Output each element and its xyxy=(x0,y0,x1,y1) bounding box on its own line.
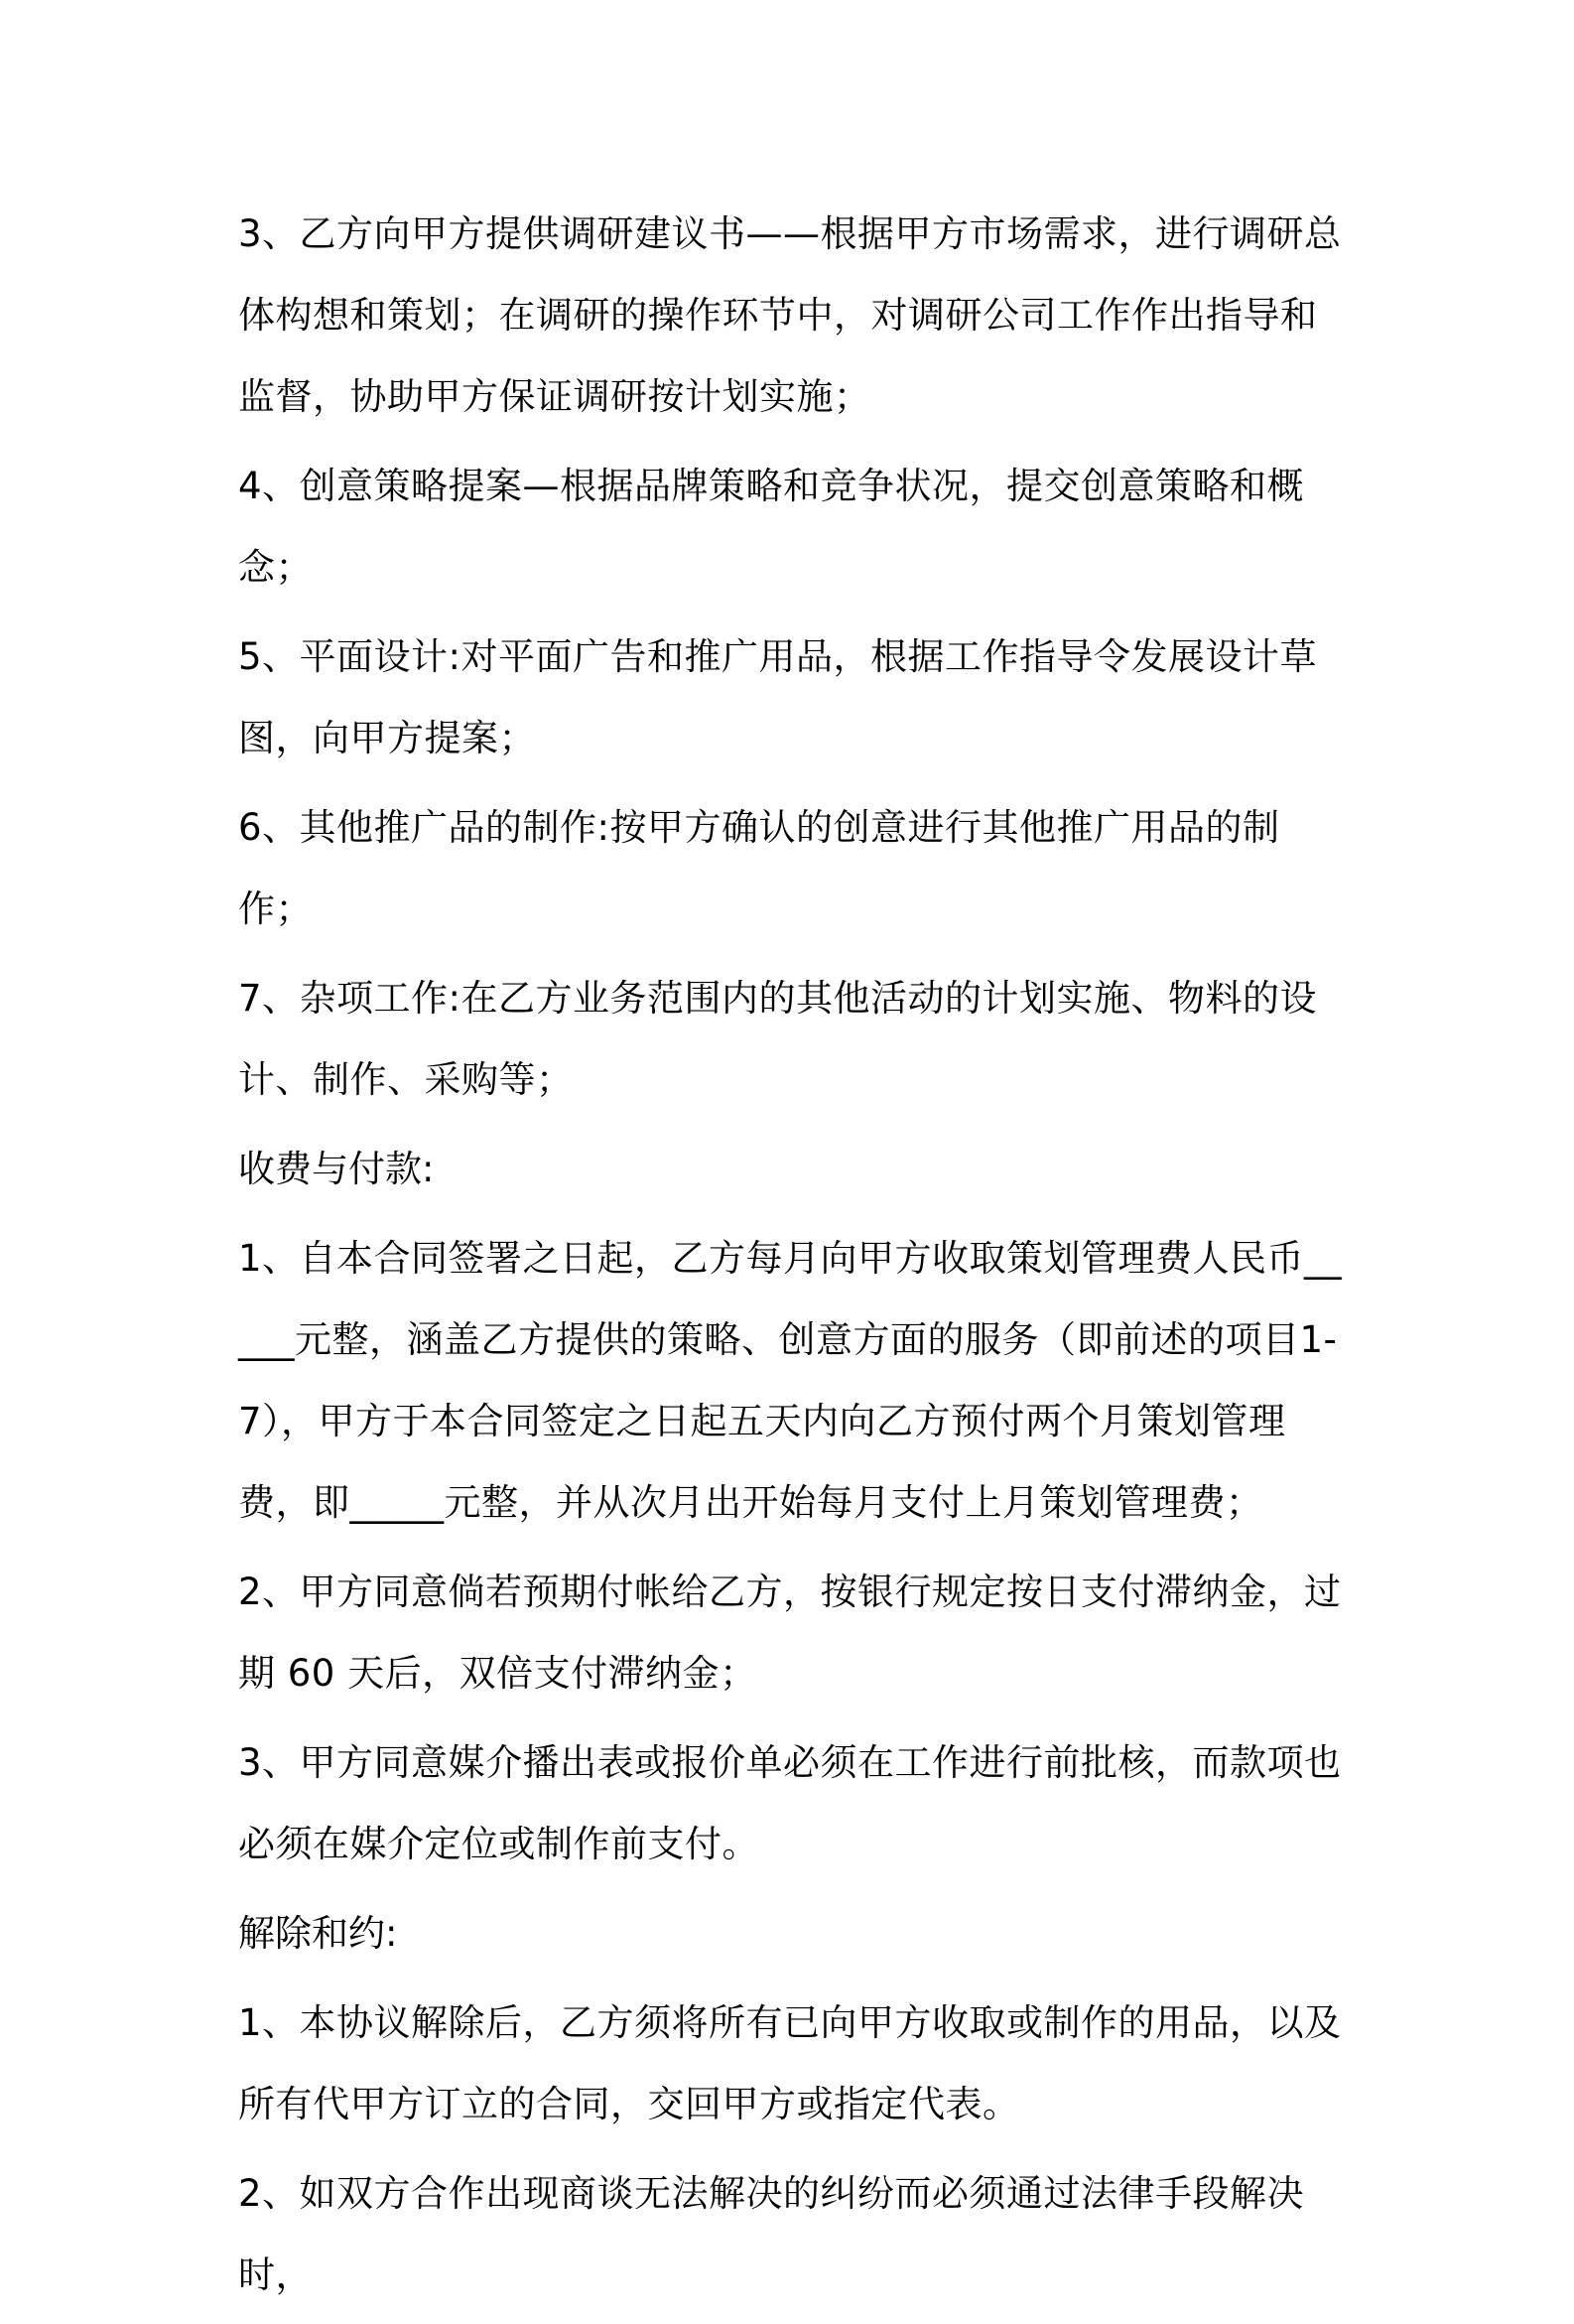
termination-heading: 解除和约: xyxy=(238,1912,398,1955)
fees-item-3: 3、甲方同意媒介播出表或报价单必须在工作进行前批核，而款项也必须在媒介定位或制作前支付。 xyxy=(238,1741,1342,1865)
fees-item-2: 2、甲方同意倘若预期付帐给乙方，按银行规定按日支付滞纳金，过期 60 天后，双倍支付滞纳金； xyxy=(238,1571,1342,1695)
fees-heading: 收费与付款: xyxy=(238,1148,435,1190)
service-item-6: 6、其他推广品的制作:按甲方确认的创意进行其他推广用品的制作； xyxy=(238,806,1280,930)
service-item-5: 5、平面设计:对平面广告和推广用品，根据工作指导令发展设计草图，向甲方提案； xyxy=(238,635,1318,759)
service-item-4: 4、创意策略提案—根据品牌策略和竞争状况，提交创意策略和概念； xyxy=(238,465,1305,589)
service-item-7: 7、杂项工作:在乙方业务范围内的其他活动的计划实施、物料的设计、制作、采购等； xyxy=(238,977,1318,1101)
service-item-3: 3、乙方向甲方提供调研建议书——根据甲方市场需求，进行调研总体构想和策划；在调研的操作环节中，对调研公司工作作出指导和监督，协助甲方保证调研按计划实施； xyxy=(238,212,1342,418)
document-body xyxy=(238,194,1350,2324)
termination-item-2: 2、如双方合作出现商谈无法解决的纠纷而必须通过法律手段解决时， xyxy=(238,2172,1305,2296)
fees-item-1: 1、自本合同签署之日起，乙方每月向甲方收取策划管理费人民币_____元整，涵盖乙方提供的策略、创意方面的服务（即前述的项目1-7），甲方于本合同签定之日起五天内向乙方预付两个月策划管理费，即_____元整，并从次月出开始每月支付上月策划管理费； xyxy=(238,1237,1343,1524)
termination-item-1: 1、本协议解除后，乙方须将所有已向甲方收取或制作的用品，以及所有代甲方订立的合同，交回甲方或指定代表。 xyxy=(238,2001,1342,2125)
